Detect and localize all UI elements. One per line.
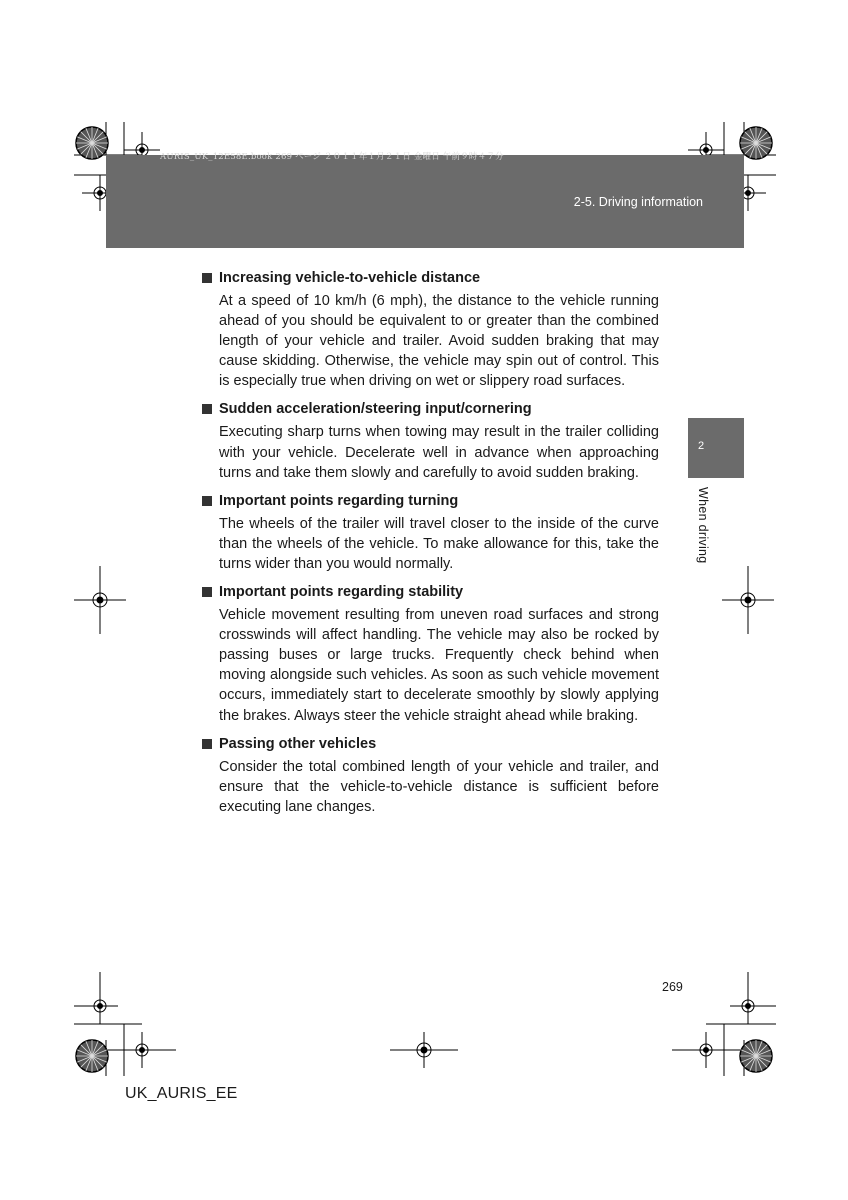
section-body: Consider the total combined length of your vehicle and trailer, and ensure that the vehicle-to-vehicle distance is sufficient before executing lane changes. <box>219 758 659 815</box>
section-heading-text: Important points regarding turning <box>219 492 459 509</box>
section-heading-text: Important points regarding stability <box>219 584 464 601</box>
square-bullet-icon <box>202 496 212 506</box>
section-title: 2-5. Driving information <box>573 195 703 209</box>
section-stability <box>202 582 659 726</box>
page-number: 269 <box>662 980 683 994</box>
main-content <box>202 268 659 825</box>
section-heading <box>202 582 659 602</box>
chapter-tab <box>688 418 744 478</box>
section-turning <box>202 491 659 574</box>
section-body: Executing sharp turns when towing may result in the trailer colliding with your vehicle. Decelerate well in advance when approaching turns and take them slowly and carefully to avoid sudden braking. <box>219 424 659 481</box>
section-heading <box>202 268 659 288</box>
square-bullet-icon <box>202 404 212 414</box>
section-heading <box>202 734 659 754</box>
document-code: UK_AURIS_EE <box>125 1085 238 1102</box>
section-sudden-acceleration <box>202 399 659 482</box>
section-passing <box>202 734 659 817</box>
section-increasing-distance <box>202 268 659 391</box>
section-heading <box>202 491 659 511</box>
chapter-label: When driving <box>696 487 710 564</box>
section-heading <box>202 399 659 419</box>
section-body: The wheels of the trailer will travel closer to the inside of the curve than the wheels of the vehicle. To make allowance for this, take the turns wider than you would normally. <box>219 515 659 572</box>
section-body: Vehicle movement resulting from uneven road surfaces and strong crosswinds will affect handling. The vehicle may also be rocked by passing buses or large trucks. Frequently check behind when moving alongside such vehicles. As soon as such vehicle movement occurs, immediately start to decelerate smoothly by slowly applying the brakes. Always steer the vehicle straight ahead while braking. <box>219 607 659 724</box>
section-heading-text: Increasing vehicle-to-vehicle distance <box>219 270 481 286</box>
square-bullet-icon <box>202 273 212 283</box>
section-heading-text: Sudden acceleration/steering input/cornering <box>219 401 532 418</box>
chapter-number: 2 <box>698 440 705 452</box>
square-bullet-icon <box>202 739 212 749</box>
square-bullet-icon <box>202 587 212 597</box>
file-info: AURIS_UK_12E58E.book 269 ページ ２０１１年１月２１日 金曜日 午前９時４７分 <box>160 152 504 162</box>
section-heading-text: Passing other vehicles <box>219 735 377 752</box>
section-body: At a speed of 10 km/h (6 mph), the distance to the vehicle running ahead of you should be equivalent to or greater than the combined length of your vehicle and trailer. Avoid sudden braking that may cause skidding. Otherwise, the vehicle may spin out of control. This is especially true when driving on wet or slippery road surfaces. <box>219 293 659 390</box>
